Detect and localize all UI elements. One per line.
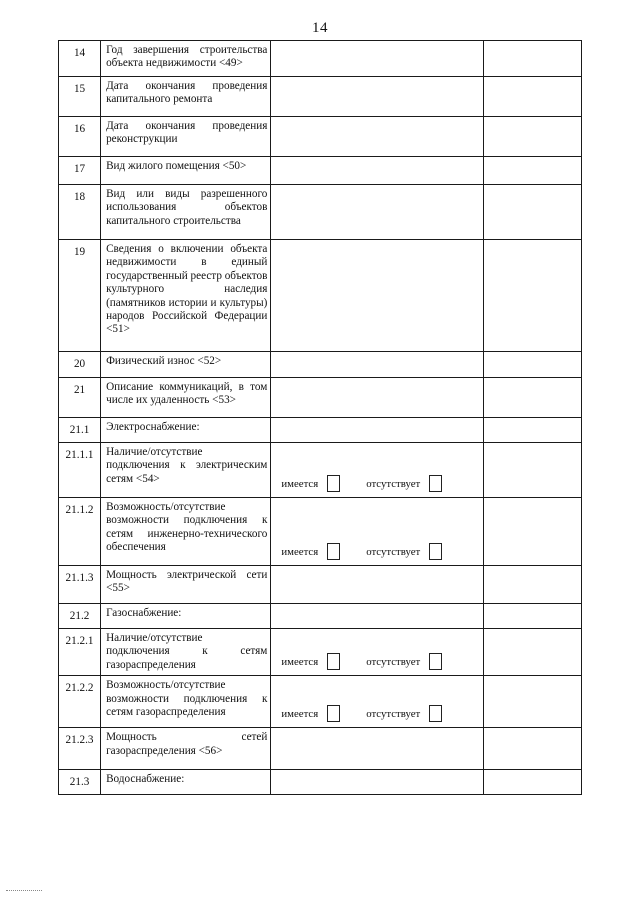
row-description: Дата окончания проведения реконструкции [101,117,271,157]
extra-cell[interactable] [483,498,581,566]
table-row [59,443,582,498]
table-row [59,378,582,418]
extra-cell[interactable] [483,77,581,117]
row-number: 21.1.3 [59,566,101,604]
value-cell[interactable] [271,378,483,418]
extra-cell[interactable] [483,185,581,240]
extra-cell[interactable] [483,676,581,728]
extra-cell[interactable] [483,352,581,378]
value-cell[interactable] [271,728,483,770]
value-cell[interactable] [271,117,483,157]
row-description: Дата окончания проведения капитального ремонта [101,77,271,117]
extra-cell[interactable] [483,629,581,676]
table-row [59,185,582,240]
table-row [59,676,582,728]
row-number: 21.1.2 [59,498,101,566]
extra-cell[interactable] [483,770,581,795]
present-checkbox[interactable] [327,705,340,722]
row-description: Наличие/отсутствие подключения к электрическим сетям <54> [101,443,271,498]
table-row [59,770,582,795]
row-number: 20 [59,352,101,378]
row-description: Мощность сетей газораспределения <56> [101,728,271,770]
absent-label: отсутствует [366,707,421,720]
absent-checkbox[interactable] [429,543,442,560]
value-cell[interactable] [271,41,483,77]
presence-choice [281,474,474,491]
present-label: имеется [281,477,319,490]
value-cell [271,443,483,498]
presence-choice [281,652,474,669]
row-number: 21.1 [59,418,101,443]
property-info-table [58,40,582,795]
presence-choice [281,542,474,559]
present-checkbox[interactable] [327,543,340,560]
absent-label: отсутствует [366,545,421,558]
value-cell[interactable] [271,770,483,795]
extra-cell[interactable] [483,117,581,157]
absent-label: отсутствует [366,655,421,668]
value-cell[interactable] [271,418,483,443]
row-description: Физический износ <52> [101,352,271,378]
row-number: 21.1.1 [59,443,101,498]
present-checkbox[interactable] [327,653,340,670]
extra-cell[interactable] [483,566,581,604]
presence-choice [281,704,474,721]
table-row [59,629,582,676]
present-label: имеется [281,545,319,558]
row-number: 21.2.2 [59,676,101,728]
row-description: Электроснабжение: [101,418,271,443]
table-row [59,240,582,352]
extra-cell[interactable] [483,728,581,770]
row-number: 16 [59,117,101,157]
row-description: Описание коммуникаций, в том числе их удаленность <53> [101,378,271,418]
present-label: имеется [281,707,319,720]
extra-cell[interactable] [483,157,581,185]
row-number: 21.2.3 [59,728,101,770]
table-row [59,418,582,443]
table-row [59,566,582,604]
extra-cell[interactable] [483,443,581,498]
value-cell[interactable] [271,604,483,629]
value-cell [271,498,483,566]
extra-cell[interactable] [483,41,581,77]
row-number: 14 [59,41,101,77]
scan-margin-mark [6,890,42,893]
page-number: 14 [312,20,328,36]
table-row [59,604,582,629]
extra-cell[interactable] [483,240,581,352]
row-number: 18 [59,185,101,240]
row-description: Водоснабжение: [101,770,271,795]
value-cell[interactable] [271,157,483,185]
value-cell[interactable] [271,77,483,117]
table-row [59,498,582,566]
value-cell [271,676,483,728]
row-number: 15 [59,77,101,117]
row-description: Сведения о включении объекта недвижимости в единый государственный реестр объектов культурного наследия (памятников истории и культуры) народов Российской Федерации <51> [101,240,271,352]
absent-label: отсутствует [366,477,421,490]
present-checkbox[interactable] [327,475,340,492]
value-cell[interactable] [271,240,483,352]
row-number: 21.3 [59,770,101,795]
row-description: Мощность электрической сети <55> [101,566,271,604]
table-row [59,77,582,117]
row-description: Вид жилого помещения <50> [101,157,271,185]
row-description: Наличие/отсутствие подключения к сетям газораспределения [101,629,271,676]
extra-cell[interactable] [483,418,581,443]
table-row [59,117,582,157]
row-number: 21.2.1 [59,629,101,676]
row-number: 21 [59,378,101,418]
row-description: Возможность/отсутствие возможности подключения к сетям газораспределения [101,676,271,728]
value-cell[interactable] [271,352,483,378]
row-number: 21.2 [59,604,101,629]
row-description: Вид или виды разрешенного использования объектов капитального строительства [101,185,271,240]
value-cell[interactable] [271,185,483,240]
absent-checkbox[interactable] [429,705,442,722]
table-row [59,157,582,185]
value-cell [271,629,483,676]
row-description: Газоснабжение: [101,604,271,629]
absent-checkbox[interactable] [429,475,442,492]
table-row [59,728,582,770]
table-row [59,352,582,378]
extra-cell[interactable] [483,604,581,629]
absent-checkbox[interactable] [429,653,442,670]
table-row [59,41,582,77]
extra-cell[interactable] [483,378,581,418]
row-description: Возможность/отсутствие возможности подключения к сетям инженерно-технического обеспечения [101,498,271,566]
row-number: 17 [59,157,101,185]
present-label: имеется [281,655,319,668]
value-cell[interactable] [271,566,483,604]
row-number: 19 [59,240,101,352]
row-description: Год завершения строительства объекта недвижимости <49> [101,41,271,77]
